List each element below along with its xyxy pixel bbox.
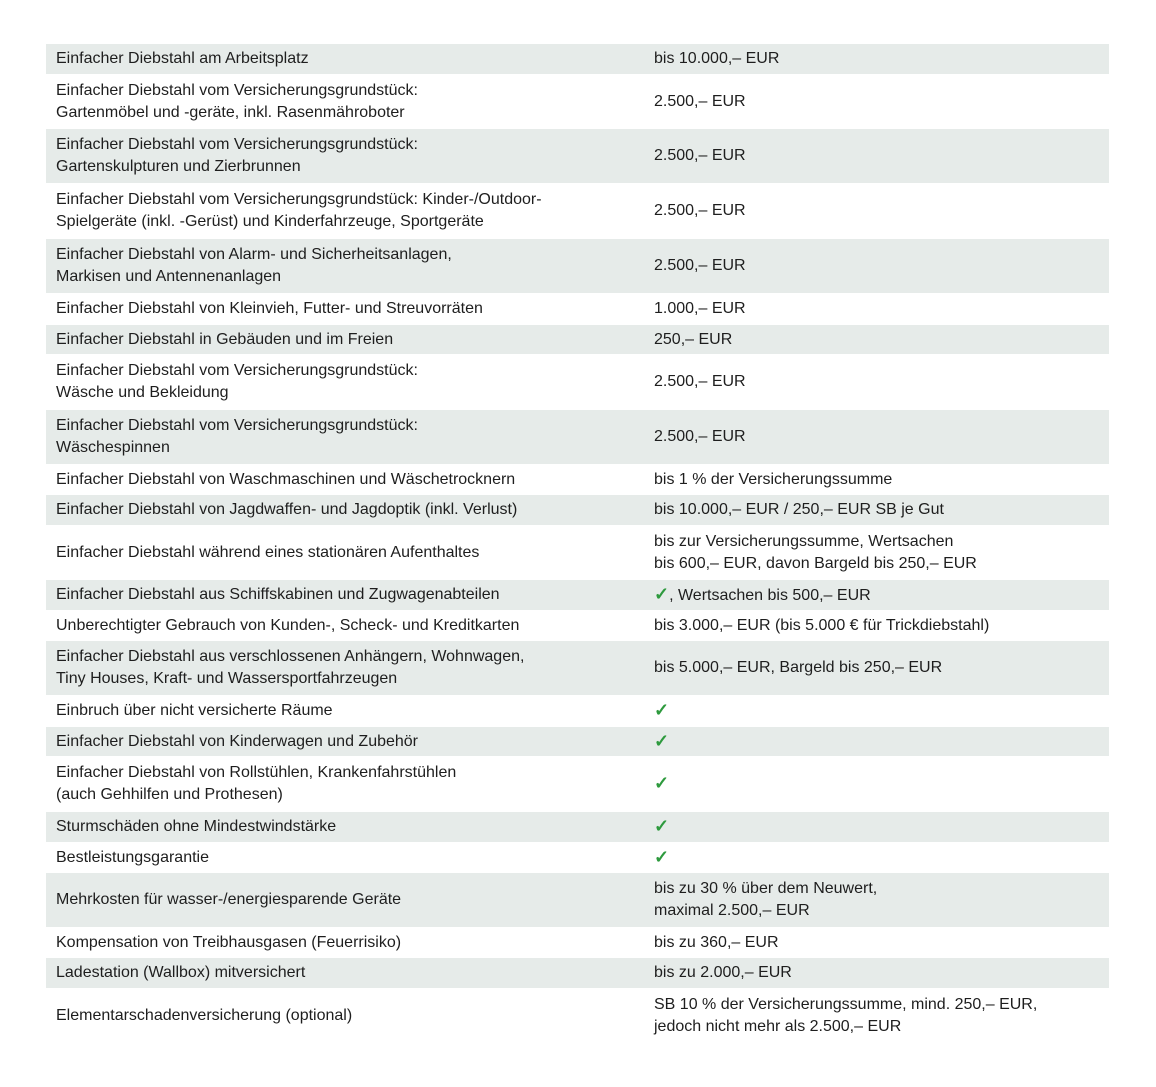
table-row [46,526,1109,580]
coverage-label: Ladestation (Wallbox) mitversichert [56,964,306,981]
coverage-label: Einfacher Diebstahl von Kinderwagen und Zubehör [56,732,419,750]
coverage-label: Einfacher Diebstahl vom Versicherungsgrundstück: Wäsche und Bekleidung [56,362,418,401]
coverage-label: Einfacher Diebstahl vom Versicherungsgrundstück: Kinder-/Outdoor- Spielgeräte (inkl. -Gerüst) und Kinderfahrzeuge, Sportgeräte [56,191,542,230]
table-row [46,355,1109,410]
coverage-value: bis zu 2.000,– EUR [654,964,792,981]
coverage-label: Mehrkosten für wasser-/energiesparende Geräte [56,891,402,908]
table-row [46,184,1109,239]
coverage-value-cell [644,772,1109,796]
coverage-value-cell [644,48,1109,70]
table-row [46,641,1109,696]
table-row [46,239,1109,294]
coverage-value-cell [644,615,1109,637]
coverage-value-cell [644,255,1109,277]
coverage-value: bis 5.000,– EUR, Bargeld bis 250,– EUR [654,659,943,676]
coverage-value-cell [644,994,1109,1038]
table-row [46,696,1109,727]
coverage-label: Einfacher Diebstahl von Rollstühlen, Krankenfahrstühlen (auch Gehhilfen und Prothesen) [56,764,457,803]
table-row [46,75,1109,129]
coverage-value: 2.500,– EUR [654,373,746,390]
coverage-value-cell [644,298,1109,320]
table-row [46,495,1109,526]
coverage-value: bis 1 % der Versicherungssumme [654,470,893,488]
coverage-label: Einfacher Diebstahl von Kleinvieh, Futter- und Streuvorräten [56,300,483,317]
coverage-value-cell [644,426,1109,448]
table-row [46,873,1109,928]
coverage-value: 2.500,– EUR [654,257,746,274]
checkmark-icon: ✓ [654,700,670,720]
coverage-value: 250,– EUR [654,330,733,348]
coverage-label: Sturmschäden ohne Mindestwindstärke [56,818,337,835]
coverage-value-cell [644,657,1109,679]
table-row [46,727,1109,757]
coverage-value: , Wertsachen bis 500,– EUR [669,587,871,604]
table-row [46,812,1109,843]
table-row [46,928,1109,958]
coverage-value: bis 3.000,– EUR (bis 5.000 € für Trickdiebstahl) [654,616,990,634]
coverage-value-cell [644,846,1109,870]
coverage-value-cell [644,371,1109,393]
coverage-value-cell [644,932,1109,954]
coverage-value: 2.500,– EUR [654,202,746,219]
coverage-value-cell [644,962,1109,984]
coverage-label: Einbruch über nicht versicherte Räume [56,702,333,719]
coverage-value-cell [644,200,1109,222]
coverage-value-cell [644,329,1109,351]
table-row [46,757,1109,812]
coverage-value: bis zu 360,– EUR [654,933,779,951]
coverage-label: Einfacher Diebstahl vom Versicherungsgrundstück: Gartenskulpturen und Zierbrunnen [56,136,418,175]
coverage-label: Bestleistungsgarantie [56,848,209,866]
coverage-value-cell [644,730,1109,754]
coverage-value-cell [644,815,1109,839]
coverage-value-cell [644,499,1109,521]
coverage-value-cell [644,699,1109,723]
coverage-label: Kompensation von Treibhausgasen (Feuerrisiko) [56,933,402,951]
table-row [46,44,1109,75]
checkmark-icon: ✓ [654,584,670,604]
coverage-table [46,44,1109,1044]
coverage-label: Einfacher Diebstahl in Gebäuden und im Freien [56,330,394,348]
coverage-label: Einfacher Diebstahl von Waschmaschinen und Wäschetrocknern [56,470,516,488]
coverage-label: Einfacher Diebstahl während eines stationären Aufenthaltes [56,543,480,561]
coverage-label: Einfacher Diebstahl am Arbeitsplatz [56,50,309,67]
table-row [46,843,1109,873]
coverage-value-cell [644,145,1109,167]
coverage-label: Einfacher Diebstahl aus verschlossenen Anhängern, Wohnwagen, Tiny Houses, Kraft- und Wassersportfahrzeugen [56,648,525,687]
coverage-value: SB 10 % der Versicherungssumme, mind. 250,– EUR, jedoch nicht mehr als 2.500,– EUR [654,996,1038,1035]
table-row [46,129,1109,184]
table-row [46,465,1109,495]
coverage-label: Einfacher Diebstahl aus Schiffskabinen und Zugwagenabteilen [56,586,500,603]
coverage-value: bis zur Versicherungssumme, Wertsachen bis 600,– EUR, davon Bargeld bis 250,– EUR [654,532,977,572]
coverage-value: bis 10.000,– EUR [654,50,780,67]
coverage-label: Einfacher Diebstahl vom Versicherungsgrundstück: Wäschespinnen [56,417,418,456]
checkmark-icon: ✓ [654,730,670,751]
coverage-value-cell [644,583,1109,607]
table-row [46,989,1109,1044]
coverage-value: 2.500,– EUR [654,92,746,110]
coverage-label: Einfacher Diebstahl von Jagdwaffen- und Jagdoptik (inkl. Verlust) [56,501,518,518]
coverage-label: Einfacher Diebstahl vom Versicherungsgrundstück: Gartenmöbel und -geräte, inkl. Rasenmähroboter [56,81,418,121]
checkmark-icon: ✓ [654,846,670,867]
coverage-label: Einfacher Diebstahl von Alarm- und Sicherheitsanlagen, Markisen und Antennenanlagen [56,246,452,285]
coverage-value: bis 10.000,– EUR / 250,– EUR SB je Gut [654,501,944,518]
coverage-label: Elementarschadenversicherung (optional) [56,1007,353,1024]
coverage-value: 2.500,– EUR [654,428,746,445]
coverage-value: bis zu 30 % über dem Neuwert, maximal 2.500,– EUR [654,880,878,919]
coverage-label: Unberechtigter Gebrauch von Kunden-, Scheck- und Kreditkarten [56,616,520,634]
table-row [46,410,1109,465]
table-row [46,325,1109,355]
coverage-value: 2.500,– EUR [654,147,746,164]
coverage-value-cell [644,531,1109,575]
coverage-value-cell [644,878,1109,922]
table-row [46,611,1109,641]
coverage-value-cell [644,91,1109,113]
checkmark-icon: ✓ [654,773,670,793]
table-row [46,580,1109,611]
table-row [46,294,1109,325]
coverage-value-cell [644,469,1109,491]
checkmark-icon: ✓ [654,816,670,836]
coverage-value: 1.000,– EUR [654,300,746,317]
table-row [46,958,1109,989]
